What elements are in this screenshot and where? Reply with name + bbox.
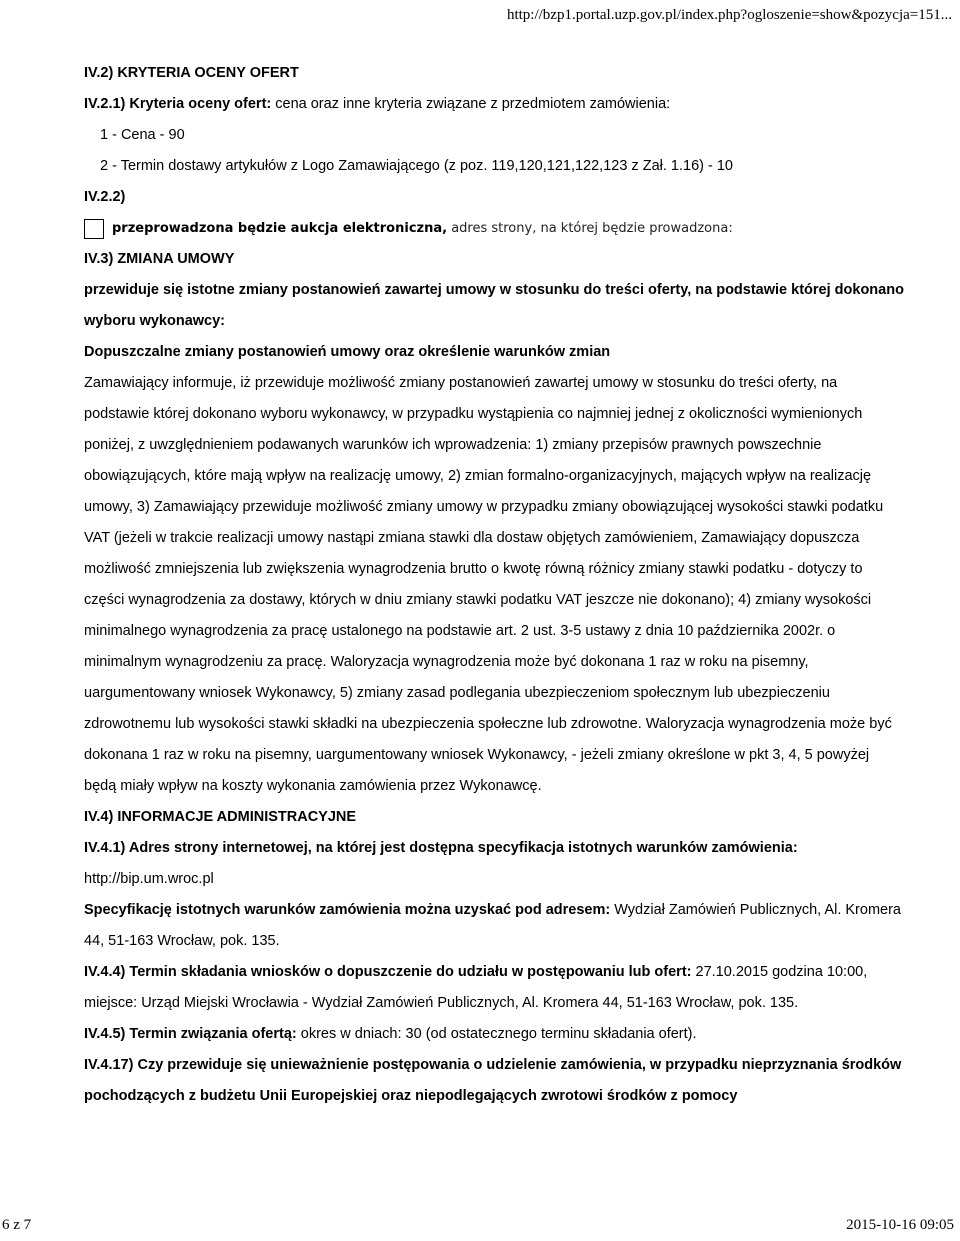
spec-address-paragraph bbox=[84, 895, 904, 957]
section-iv4-heading: IV.4) INFORMACJE ADMINISTRACYJNE bbox=[84, 809, 357, 825]
spec-url-link[interactable]: http://bip.um.wroc.pl bbox=[84, 871, 214, 887]
auction-row bbox=[84, 213, 904, 244]
auction-checkbox[interactable] bbox=[84, 219, 104, 239]
section-iv2-heading: IV.2) KRYTERIA OCENY OFERT bbox=[84, 65, 299, 81]
section-iv3-heading: IV.3) ZMIANA UMOWY bbox=[84, 251, 235, 267]
deadline-label: IV.4.4) Termin składania wniosków o dopuszczenie do udziału w postępowaniu lub ofert: bbox=[84, 964, 692, 980]
deadline-paragraph bbox=[84, 957, 904, 1019]
criteria-paragraph bbox=[84, 89, 904, 120]
criterion-2: 2 - Termin dostawy artykułów z Logo Zamawiającego (z poz. 119,120,121,122,123 z Zał. 1.16) - 10 bbox=[100, 158, 733, 174]
page-number: 6 z 7 bbox=[2, 1217, 32, 1233]
document-content bbox=[84, 58, 904, 1112]
print-footer bbox=[0, 1215, 960, 1235]
print-header-url: http://bzp1.portal.uzp.gov.pl/index.php?ogloszenie=show&pozycja=151... bbox=[506, 7, 952, 23]
print-datetime: 2015-10-16 09:05 bbox=[846, 1217, 954, 1233]
cancellation-paragraph: IV.4.17) Czy przewiduje się unieważnienie postępowania o udzielenie zamówienia, w przypadku nieprzyznania środków pochodzących z budżetu Unii Europejskiej oraz niepodlegających zwrotowi środków z pomocy bbox=[84, 1057, 902, 1104]
section-iv3-subheading: Dopuszczalne zmiany postanowień umowy oraz określenie warunków zmian bbox=[84, 344, 611, 360]
section-iv3-intro: przewiduje się istotne zmiany postanowień zawartej umowy w stosunku do treści oferty, na podstawie której dokonano wyboru wykonawcy: bbox=[84, 282, 904, 329]
criteria-text: cena oraz inne kryteria związane z przedmiotem zamówienia: bbox=[271, 96, 671, 112]
section-iv22-label: IV.2.2) bbox=[84, 189, 126, 205]
auction-normal-text: adres strony, na której będzie prowadzona: bbox=[447, 221, 733, 236]
binding-period-text: okres w dniach: 30 (od ostatecznego terminu składania ofert). bbox=[296, 1026, 697, 1042]
spec-address-text: Wydział Zamówień Publicznych, Al. Kromera 44, 51-163 Wrocław, pok. 135. bbox=[84, 902, 901, 949]
deadline-text: 27.10.2015 godzina 10:00, miejsce: Urząd Miejski Wrocławia - Wydział Zamówień Publicznych, Al. Kromera 44, 51-163 Wrocław, pok. 135. bbox=[84, 964, 868, 1011]
section-iv41-label: IV.4.1) Adres strony internetowej, na której jest dostępna specyfikacja istotnych warunków zamówienia: bbox=[84, 840, 798, 856]
auction-bold-text: przeprowadzona będzie aukcja elektroniczna, bbox=[112, 221, 448, 236]
spec-address-label: Specyfikację istotnych warunków zamówienia można uzyskać pod adresem: bbox=[84, 902, 611, 918]
section-iv3-body: Zamawiający informuje, iż przewiduje możliwość zmiany postanowień zawartej umowy w stosunku do treści oferty, na podstawie której dokonano wyboru wykonawcy, w przypadku wystąpienia co najmniej jednej z okoliczności wymienionych poniżej, z uwzględnieniem podawanych warunków ich wprowadzenia: 1) zmiany przepisów prawnych powszechnie obowiązujących, które mają wpływ na realizację umowy, 2) zmian formalno-organizacyjnych, mających wpływ na realizację umowy, 3) Zamawiający przewiduje możliwość zmiany umowy w przypadku zmiany obowiązującej wysokości stawki podatku VAT (jeżeli w trakcie realizacji umowy nastąpi zmiana stawki dla dostaw objętych zamówieniem, Zamawiający dopuszcza możliwość zmniejszenia lub zwiększenia wynagrodzenia brutto o kwotę równą różnicy zmiany stawki podatku - dotyczy to części wynagrodzenia za dostawy, których w dniu zmiany stawki podatku VAT jeszcze nie dokonano); 4) zmiany wysokości minimalnego wynagrodzenia za pracę ustalonego na podstawie art. 2 ust. 3-5 ustawy z dnia 10 października 2002r. o minimalnym wynagrodzeniu za pracę. Waloryzacja wynagrodzenia może być dokonana 1 raz w roku na pisemny, uargumentowany wniosek Wykonawcy, 5) zmiany zasad podlegania ubezpieczeniom społecznym lub ubezpieczeniu zdrowotnemu lub wysokości stawki składki na ubezpieczenia społeczne lub zdrowotne. Waloryzacja wynagrodzenia może być dokonana 1 raz w roku na pisemny, uargumentowany wniosek Wykonawcy, - jeżeli zmiany określone w pkt 3, 4, 5 powyżej będą miały wpływ na koszty wykonania zamówienia przez Wykonawcę. bbox=[84, 375, 892, 794]
binding-period-label: IV.4.5) Termin związania ofertą: bbox=[84, 1026, 297, 1042]
criterion-1: 1 - Cena - 90 bbox=[100, 127, 185, 143]
binding-period-paragraph bbox=[84, 1019, 904, 1050]
criteria-label: IV.2.1) Kryteria oceny ofert: bbox=[84, 96, 272, 112]
